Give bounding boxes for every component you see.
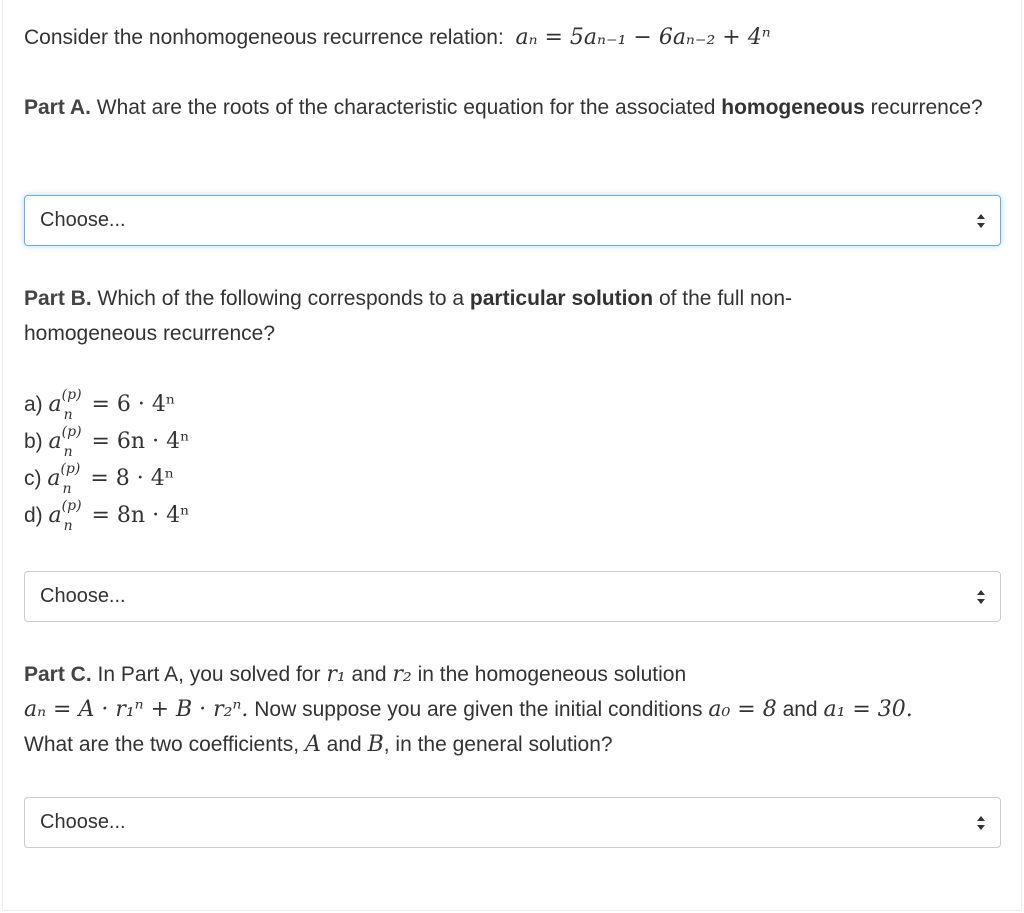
- part-a-bold-term: homogeneous: [721, 96, 865, 119]
- part-c-and2: and: [782, 698, 818, 721]
- option-a: a) a (p) n = 6 · 4ⁿ: [24, 387, 176, 423]
- part-c-text4: What are the two coefficients,: [24, 733, 300, 756]
- intro-equation: aₙ = 5aₙ₋₁ − 6aₙ₋₂ + 4ⁿ: [515, 25, 771, 50]
- option-c: c) a (p) n = 8 · 4ⁿ: [24, 461, 175, 497]
- intro-line: [24, 20, 1002, 55]
- part-a-select-value: Choose...: [40, 209, 126, 231]
- part-c-label: Part C.: [24, 663, 92, 686]
- part-b-bold-term: particular solution: [469, 287, 654, 310]
- part-c-and1: and: [351, 663, 387, 686]
- part-c-select-value: Choose...: [40, 811, 126, 833]
- part-c-text3: Now suppose you are given the initial conditions: [254, 698, 703, 721]
- part-a-label: Part A.: [24, 96, 91, 119]
- part-c-ic1: a₀ = 8: [708, 697, 777, 722]
- part-b-select[interactable]: [24, 571, 1001, 622]
- part-c-and3: and: [326, 733, 362, 756]
- part-c-r2: r₂: [392, 662, 412, 687]
- option-letter: a): [24, 393, 43, 416]
- part-b-text-before: Which of the following corresponds to a: [97, 287, 465, 310]
- option-rhs: = 8n · 4ⁿ: [91, 503, 190, 528]
- intro-text: Consider the nonhomogeneous recurrence relation:: [24, 26, 504, 49]
- option-rhs: = 8 · 4ⁿ: [90, 466, 175, 491]
- option-letter: c): [24, 467, 42, 490]
- select-arrows-icon: [976, 589, 986, 605]
- part-c-r1: r₁: [326, 662, 346, 687]
- select-arrows-icon: [976, 213, 986, 229]
- part-b-text-after: of the full non-homogeneous recurrence?: [24, 287, 793, 345]
- option-d: d) a (p) n = 8n · 4ⁿ: [24, 498, 190, 534]
- part-b-question: [24, 281, 924, 351]
- part-c-text1: In Part A, you solved for: [97, 663, 321, 686]
- select-arrows-icon: [976, 815, 986, 831]
- part-a-select[interactable]: [24, 195, 1001, 246]
- part-c-equation: aₙ = A · r₁ⁿ + B · r₂ⁿ.: [24, 697, 249, 722]
- part-a-question: [24, 90, 1002, 125]
- part-a-text-after: recurrence?: [870, 96, 983, 119]
- part-c-select[interactable]: [24, 797, 1001, 848]
- part-a-text-before: What are the roots of the characteristic equation for the associated: [96, 96, 716, 119]
- option-rhs: = 6 · 4ⁿ: [91, 392, 176, 417]
- option-rhs: = 6n · 4ⁿ: [91, 429, 190, 454]
- part-b-label: Part B.: [24, 287, 92, 310]
- part-c-coef-b: B: [367, 732, 384, 757]
- option-letter: d): [24, 504, 43, 527]
- option-b: b) a (p) n = 6n · 4ⁿ: [24, 424, 190, 460]
- part-b-options: [24, 386, 190, 534]
- part-c-ic2: a₁ = 30.: [823, 697, 913, 722]
- part-c-question: [24, 657, 1002, 762]
- option-letter: b): [24, 430, 43, 453]
- part-c-text5: , in the general solution?: [383, 733, 613, 756]
- part-c-coef-a: A: [304, 732, 321, 757]
- part-b-select-value: Choose...: [40, 585, 126, 607]
- part-c-text2: in the homogeneous solution: [417, 663, 687, 686]
